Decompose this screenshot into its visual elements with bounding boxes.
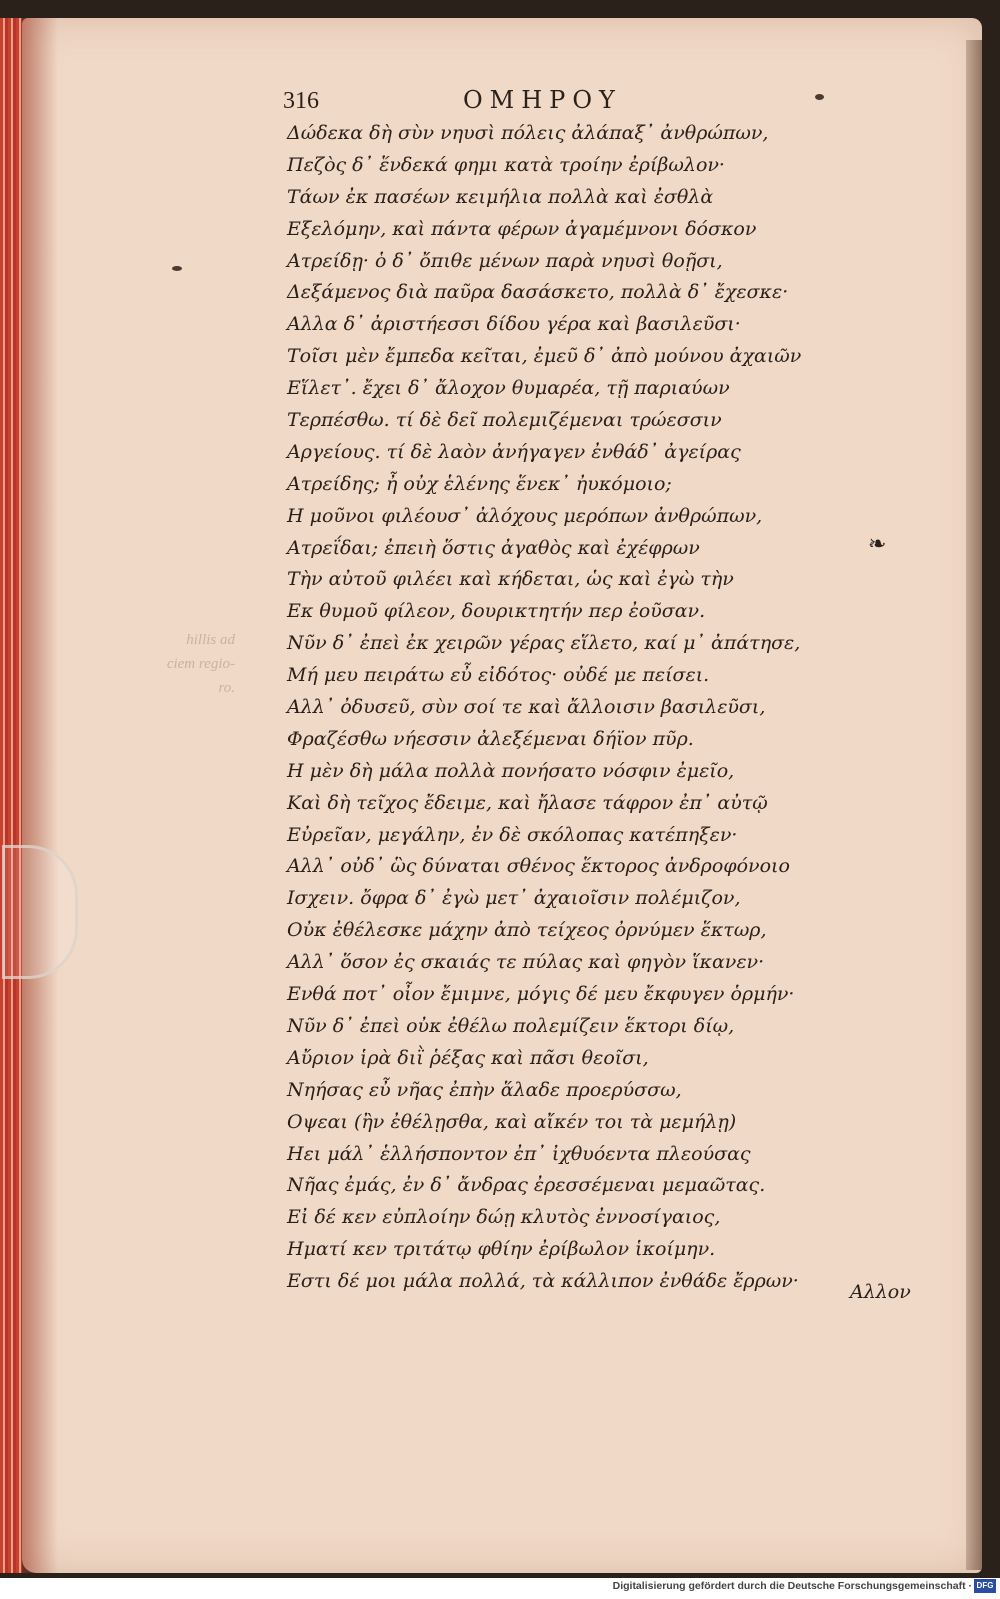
running-title: ΟΜΗΡΟΥ (463, 86, 622, 114)
verse-line: Καὶ δὴ τεῖχος ἔδειμε, καὶ ἤλασε τάφρον ἐπ᾽ αὐτῷ (287, 791, 768, 814)
verse-line: Νῦν δ᾽ ἐπεὶ ἐκ χειρῶν γέρας εἵλετο, καί μ᾽ ἀπάτησε, (287, 632, 801, 655)
verse-line: Εἵλετ᾽. ἔχει δ᾽ ἄλοχον θυμαρέα, τῇ παριαύων (287, 377, 730, 400)
verse-line: Αλλ᾽ οὐδ᾽ ὣς δύναται σθένος ἕκτορος ἀνδροφόνοιο (287, 855, 790, 878)
verse-line: Τὴν αὐτοῦ φιλέει καὶ κήδεται, ὡς καὶ ἐγὼ τὴν (287, 568, 734, 591)
catchword: Αλλον (850, 1281, 911, 1303)
verse-line: Τάων ἐκ πασέων κειμήλια πολλὰ καὶ ἐσθλὰ (287, 185, 714, 208)
verse-line: Νῆας ἐμάς, ἐν δ᾽ ἄνδρας ἐρεσσέμεναι μεμαῶτας. (287, 1174, 766, 1197)
verse-line: Νηήσας εὖ νῆας ἐπὴν ἅλαδε προερύσσω, (287, 1078, 682, 1101)
verse-line: Τοῖσι μὲν ἔμπεδα κεῖται, ἐμεῦ δ᾽ ἀπὸ μούνου ἀχαιῶν (287, 345, 802, 368)
digitization-credit: Digitalisierung gefördert durch die Deutsche Forschungsgemeinschaft · (612, 1580, 972, 1592)
verse-line: Ηει μάλ᾽ ἑλλήσποντον ἐπ᾽ ἰχθυόεντα πλεούσας (287, 1142, 751, 1165)
verse-line: Ατρείδῃ· ὁ δ᾽ ὄπιθε μένων παρὰ νηυσὶ θοῇσι, (287, 249, 723, 272)
verse-line: Εστι δέ μοι μάλα πολλά, τὰ κάλλιπον ἐνθάδε ἔρρων· (287, 1270, 799, 1293)
page-right-edge (966, 40, 982, 1570)
verse-block (287, 118, 887, 1298)
verse-line: Οψεαι (ἢν ἐθέλῃσθα, καὶ αἴκέν τοι τὰ μεμήλῃ) (287, 1110, 737, 1133)
verse-line: Ηματί κεν τριτάτῳ φθίην ἐρίβωλον ἱκοίμην. (287, 1238, 716, 1261)
verse-line: Νῦν δ᾽ ἐπεὶ οὐκ ἐθέλω πολεμίζειν ἕκτορι δίῳ, (287, 1014, 735, 1037)
verse-line: Ισχειν. ὄφρα δ᾽ ἐγὼ μετ᾽ ἀχαιοῖσιν πολέμιζον, (287, 887, 741, 910)
verse-line: Αλλ᾽ ὀδυσεῦ, σὺν σοί τε καὶ ἄλλοισιν βασιλεῦσι, (287, 696, 766, 719)
verse-line: Εξελόμην, καὶ πάντα φέρων ἀγαμέμνονι δόσκον (287, 217, 757, 240)
page-clip (2, 845, 78, 979)
verse-line: Πεζὸς δ᾽ ἕνδεκά φημι κατὰ τροίην ἐρίβωλον· (287, 153, 725, 176)
page-gutter-shadow (22, 18, 58, 1573)
verse-line: Εκ θυμοῦ φίλεον, δουρικτητήν περ ἐοῦσαν. (287, 600, 706, 623)
verse-line: Αργείους. τί δὲ λαὸν ἀνήγαγεν ἐνθάδ᾽ ἀγείρας (287, 440, 741, 463)
verse-line: Μή μευ πειράτω εὖ εἰδότος· οὐδέ με πείσει. (287, 664, 710, 687)
verse-line: Ενθά ποτ᾽ οἶον ἔμιμνε, μόγις δέ μευ ἔκφυγεν ὁρμήν· (287, 983, 795, 1006)
verse-line: Εὐρεῖαν, μεγάλην, ἐν δὲ σκόλοπας κατέπηξεν· (287, 823, 738, 846)
verse-line: Εἰ δέ κεν εὐπλοίην δώῃ κλυτὸς ἐννοσίγαιος, (287, 1206, 721, 1229)
bleed-through-line: hillis ad (186, 632, 235, 648)
verse-line: Η μοῦνοι φιλέουσ᾽ ἀλόχους μερόπων ἀνθρώπων, (287, 504, 763, 527)
verse-line: Ατρεΐδαι; ἐπειὴ ὅστις ἀγαθὸς καὶ ἐχέφρων (287, 536, 700, 559)
verse-line: Αλλα δ᾽ ἀριστήεσσι δίδου γέρα καὶ βασιλεῦσι· (287, 313, 741, 336)
fleuron-ornament: ❧ (868, 532, 887, 557)
ink-speck (815, 94, 824, 100)
verse-line: Αὔριον ἱρὰ διῒ ῥέξας καὶ πᾶσι θεοῖσι, (287, 1046, 649, 1069)
page-number: 316 (283, 88, 319, 114)
bleed-through-line: ciem regio- (166, 656, 235, 672)
verse-line: Δώδεκα δὴ σὺν νηυσὶ πόλεις ἀλάπαξ᾽ ἀνθρώπων, (287, 122, 769, 144)
bleed-through-text (125, 628, 235, 700)
verse-line: Η μὲν δὴ μάλα πολλὰ πονήσατο νόσφιν ἐμεῖο, (287, 759, 735, 782)
verse-line: Ατρείδης; ἦ οὐχ ἑλένης ἕνεκ᾽ ἠυκόμοιο; (287, 472, 672, 495)
verse-line: Δεξάμενος διὰ παῦρα δασάσκετο, πολλὰ δ᾽ ἔχεσκε· (287, 281, 789, 304)
verse-line: Φραζέσθω νήεσσιν ἀλεξέμεναι δήϊον πῦρ. (287, 727, 694, 750)
verse-line: Αλλ᾽ ὅσον ἐς σκαιάς τε πύλας καὶ φηγὸν ἵκανεν· (287, 951, 765, 974)
verse-line: Οὐκ ἐθέλεσκε μάχην ἀπὸ τείχεος ὀρνύμεν ἕκτωρ, (287, 919, 767, 942)
dfg-logo: DFG (974, 1579, 996, 1593)
verse-line: Τερπέσθω. τί δὲ δεῖ πολεμιζέμεναι τρώεσσιν (287, 409, 722, 432)
red-fore-edge (0, 18, 22, 1573)
bleed-through-line: ro. (218, 680, 235, 696)
ink-speck (172, 266, 182, 271)
